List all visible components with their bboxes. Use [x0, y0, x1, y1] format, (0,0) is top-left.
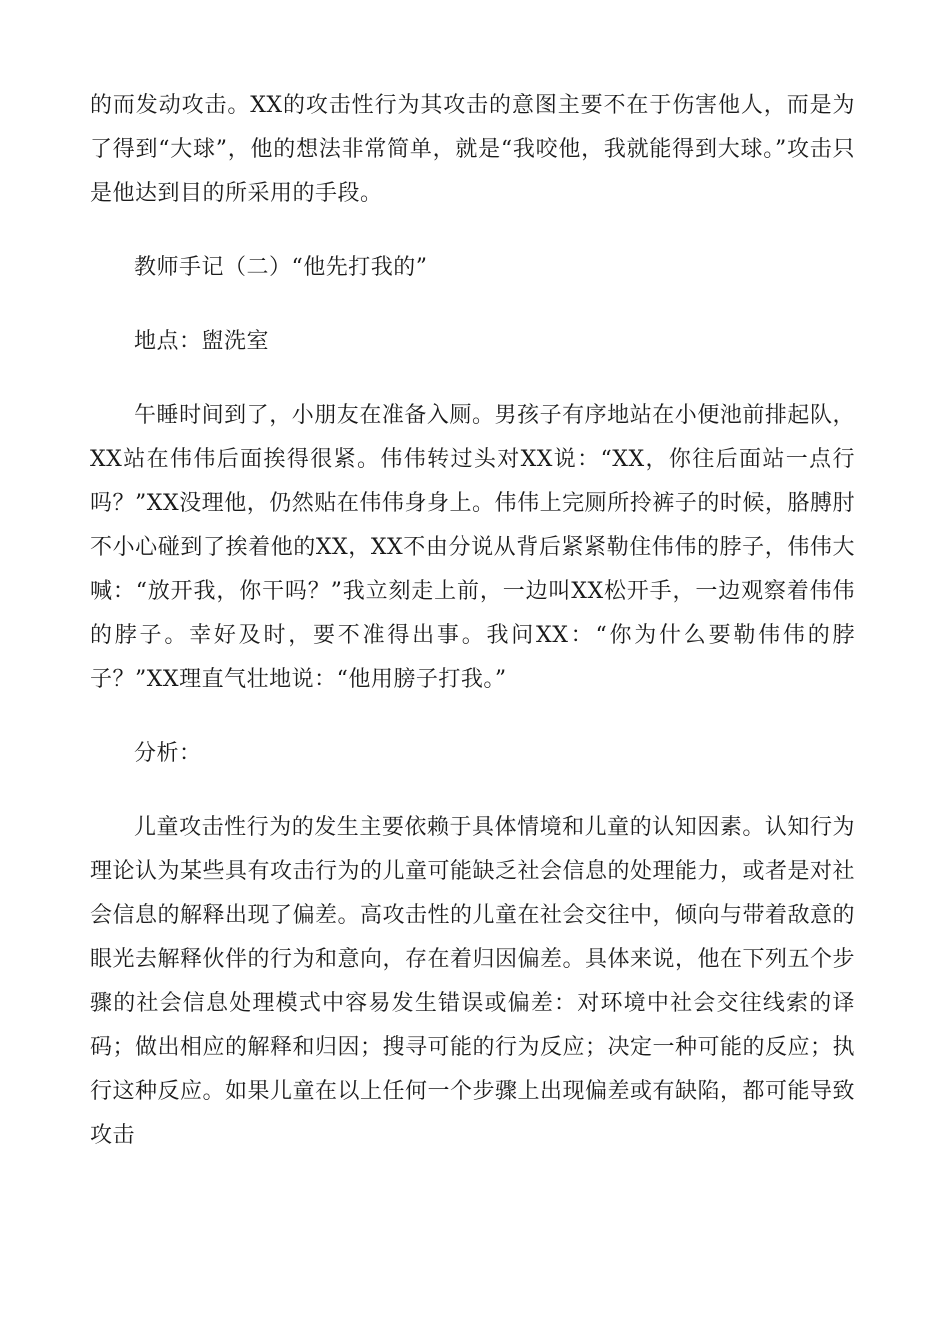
section-heading: 教师手记（二）“他先打我的”: [134, 255, 428, 280]
location-line: 地点：盥洗室: [134, 329, 270, 354]
paragraph-narrative: 午睡时间到了，小朋友在准备入厕。男孩子有序地站在小便池前排起队，XX站在伟伟后面挨得很紧。伟伟转过头对XX说：“XX，你往后面站一点行吗？”XX没理他，仍然贴在伟伟身身上。伟伟上完厕所拎裤子的时候，胳膊肘不小心碰到了挨着他的XX，XX不由分说从背后紧紧勒住伟伟的脖子，伟伟大喊：“放开我，你干吗？”我立刻走上前，一边叫XX松开手，一边观察着伟伟的脖子。幸好及时，要不准得出事。我问XX：“你为什么要勒伟伟的脖子？”XX理直气壮地说：“他用膀子打我。”: [90, 403, 855, 692]
document-body: [90, 84, 855, 1158]
paragraph-continuation: 的而发动攻击。XX的攻击性行为其攻击的意图主要不在于伤害他人，而是为了得到“大球”，他的想法非常简单，就是“我咬他，我就能得到大球。”攻击只是他达到目的所采用的手段。: [90, 93, 855, 206]
paragraph-analysis: 儿童攻击性行为的发生主要依赖于具体情境和儿童的认知因素。认知行为理论认为某些具有攻击行为的儿童可能缺乏社会信息的处理能力，或者是对社会信息的解释出现了偏差。高攻击性的儿童在社会交往中，倾向与带着敌意的眼光去解释伙伴的行为和意向，存在着归因偏差。具体来说，他在下列五个步骤的社会信息处理模式中容易发生错误或偏差：对环境中社会交往线索的译码；做出相应的解释和归因；搜寻可能的行为反应；决定一种可能的反应；执行这种反应。如果儿童在以上任何一个步骤上出现偏差或有缺陷，都可能导致攻击: [90, 815, 856, 1148]
analysis-heading: 分析：: [134, 741, 202, 766]
